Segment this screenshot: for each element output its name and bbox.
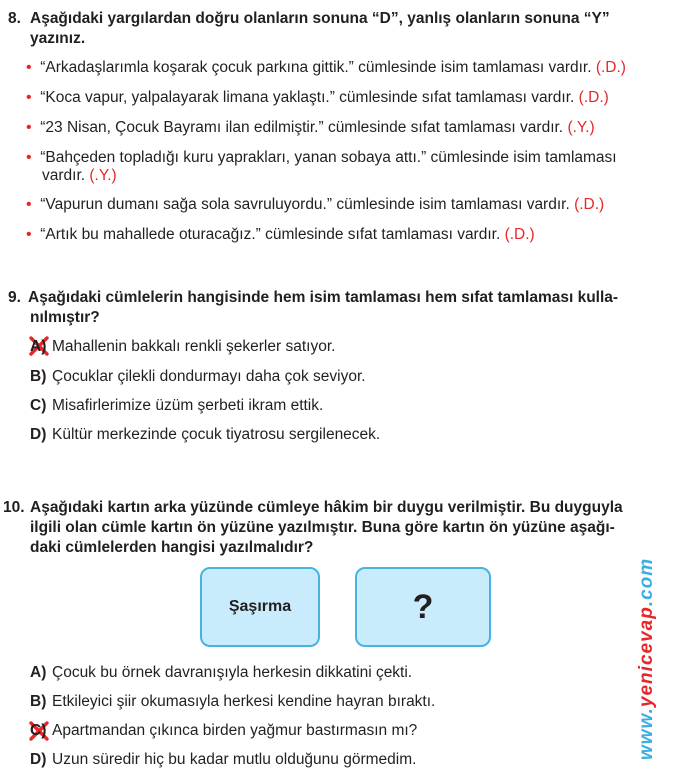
option-d[interactable] bbox=[30, 750, 416, 770]
card-front bbox=[355, 567, 491, 647]
watermark-prefix: www. bbox=[636, 707, 657, 760]
handwritten-answer: (.Y.) bbox=[89, 167, 117, 184]
bullet-icon: • bbox=[26, 226, 32, 243]
list-item-continuation bbox=[42, 166, 117, 186]
option-d[interactable] bbox=[30, 425, 380, 445]
option-text: Apartmandan çıkınca birden yağmur bastırmasın mı? bbox=[52, 722, 418, 739]
option-text: Uzun süredir hiç bu kadar mutlu olduğunu görmedim. bbox=[52, 751, 417, 768]
question-text-line: Aşağıdaki cümlelerin hangisinde hem isim tamlaması hem sıfat tamlaması kulla- bbox=[28, 289, 619, 306]
statement-text: “Vapurun dumanı sağa sola savruluyordu.” cümlesinde isim tamlaması vardır. bbox=[40, 196, 570, 213]
card-back-text: Şaşırma bbox=[228, 598, 292, 615]
handwritten-answer: (.D.) bbox=[578, 89, 609, 106]
bullet-icon: • bbox=[26, 59, 32, 76]
statement-text: “Arkadaşlarımla koşarak çocuk parkına gittik.” cümlesinde isim tamlaması vardır. bbox=[40, 59, 592, 76]
site-watermark bbox=[636, 558, 658, 760]
question-number: 9. bbox=[8, 289, 21, 306]
list-item bbox=[26, 225, 535, 245]
option-a[interactable] bbox=[30, 337, 335, 357]
option-letter: A) bbox=[30, 664, 47, 681]
option-letter: A) bbox=[30, 338, 47, 355]
option-letter: C) bbox=[30, 397, 47, 414]
option-letter: B) bbox=[30, 693, 47, 710]
option-c[interactable] bbox=[30, 396, 323, 416]
handwritten-answer: (.D.) bbox=[504, 226, 535, 243]
option-b[interactable] bbox=[30, 692, 435, 712]
list-item bbox=[26, 195, 604, 215]
option-letter: C) bbox=[30, 722, 47, 739]
card-front-text: ? bbox=[412, 587, 434, 626]
list-item bbox=[26, 58, 626, 78]
option-text: Misafirlerimize üzüm şerbeti ikram ettik. bbox=[52, 397, 324, 414]
statement-text: “Koca vapur, yalpalayarak limana yaklaştı.” cümlesinde sıfat tamlaması vardır. bbox=[40, 89, 575, 106]
option-b[interactable] bbox=[30, 367, 366, 387]
option-text: Mahallenin bakkalı renkli şekerler satıyor. bbox=[52, 338, 336, 355]
watermark-suffix: .com bbox=[636, 557, 657, 607]
statement-text: “Artık bu mahallede oturacağız.” cümlesinde sıfat tamlaması vardır. bbox=[40, 226, 501, 243]
card-back bbox=[200, 567, 320, 647]
question-number: 8. bbox=[8, 10, 21, 27]
question-text-line: Aşağıdaki yargılardan doğru olanların sonuna “D”, yanlış olanların sonuna “Y” bbox=[30, 10, 610, 27]
handwritten-answer: (.D.) bbox=[574, 196, 605, 213]
option-text: Çocuk bu örnek davranışıyla herkesin dikkatini çekti. bbox=[52, 664, 413, 681]
watermark-brand: yenicevap bbox=[636, 606, 657, 708]
option-text: Etkileyici şiir okumasıyla herkesi kendine hayran bıraktı. bbox=[52, 693, 436, 710]
option-text: Çocuklar çilekli dondurmayı daha çok seviyor. bbox=[52, 368, 366, 385]
question-text-line: yazınız. bbox=[30, 30, 86, 47]
option-a[interactable] bbox=[30, 663, 412, 683]
option-letter: D) bbox=[30, 751, 47, 768]
question-number: 10. bbox=[3, 499, 25, 516]
statement-text: vardır. bbox=[42, 167, 86, 184]
list-item bbox=[26, 118, 595, 138]
question-text-line: nılmıştır? bbox=[30, 309, 100, 326]
list-item bbox=[26, 88, 609, 108]
question-text-line: Aşağıdaki kartın arka yüzünde cümleye hâkim bir duygu verilmiştir. Bu duyguyla bbox=[30, 499, 623, 516]
option-letter: B) bbox=[30, 368, 47, 385]
bullet-icon: • bbox=[26, 119, 32, 136]
statement-text: “Bahçeden topladığı kuru yaprakları, yanan sobaya attı.” cümlesinde isim tamlaması bbox=[40, 149, 617, 166]
statement-text: “23 Nisan, Çocuk Bayramı ilan edilmiştir.” cümlesinde sıfat tamlaması vardır. bbox=[40, 119, 564, 136]
handwritten-answer: (.Y.) bbox=[567, 119, 595, 136]
bullet-icon: • bbox=[26, 149, 32, 166]
list-item bbox=[26, 148, 617, 168]
question-text-line: ilgili olan cümle kartın ön yüzüne yazılmıştır. Buna göre kartın ön yüzüne aşağı- bbox=[30, 519, 615, 536]
question-text-line: daki cümlelerden hangisi yazılmalıdır? bbox=[30, 539, 314, 556]
bullet-icon: • bbox=[26, 196, 32, 213]
handwritten-answer: (.D.) bbox=[595, 59, 626, 76]
bullet-icon: • bbox=[26, 89, 32, 106]
option-letter: D) bbox=[30, 426, 47, 443]
option-text: Kültür merkezinde çocuk tiyatrosu sergilenecek. bbox=[52, 426, 381, 443]
option-c[interactable] bbox=[30, 721, 417, 741]
